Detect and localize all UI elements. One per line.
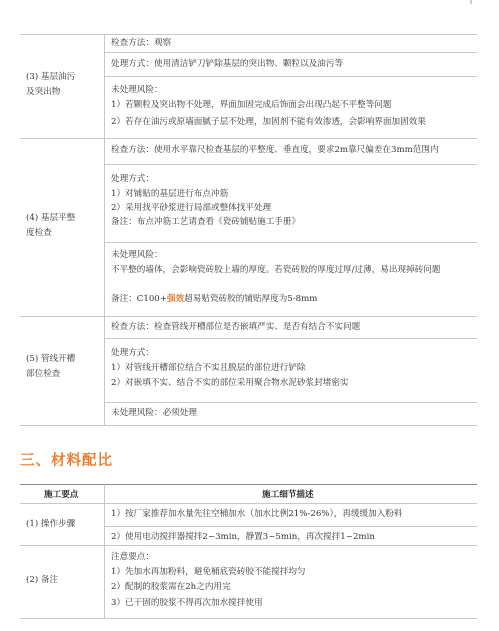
row-label: (1) 操作步骤 (26, 519, 76, 529)
table-divider (104, 76, 477, 77)
table-divider (104, 402, 477, 403)
table-divider (104, 164, 477, 165)
detail-item: 2）使用电动搅拌器搅拌2~3min，静置3~5min，再次搅拌1~2min (111, 532, 375, 542)
table-divider (104, 526, 477, 527)
row-label-line: 度检查 (26, 228, 52, 238)
row-label-line: (5) 管线开槽 (26, 354, 76, 364)
row-label (26, 70, 75, 100)
column-divider (104, 34, 105, 425)
table-divider (104, 242, 477, 243)
column-divider (104, 484, 105, 618)
top-scroll-indicator (470, 0, 472, 4)
risk-note-suffix: 超易贴瓷砖胶的铺贴厚度为5-8mm (184, 294, 318, 304)
row-label (26, 211, 75, 241)
risk-item: 1）若颗粒及突出物不处理，界面加固完成后饰面会出现凸起不平整等问题 (111, 100, 392, 110)
row-label-line: (4) 基层平整 (26, 213, 76, 223)
row-label-line: 部位检查 (26, 369, 61, 379)
risk-note (111, 292, 317, 306)
table-divider (20, 545, 477, 546)
risk-title: 未处理风险： (111, 250, 163, 260)
process-item: 2）对嵌填不实、结合不实的部位采用聚合物水泥砂浆封堵密实 (111, 378, 349, 388)
detail-item: 3）已干固的胶浆不得再次加水搅拌使用 (111, 598, 263, 608)
table-border-bottom (20, 618, 477, 619)
detail-item: 1）按厂家推荐加水量先往空桶加水（加水比例21%-26%），再缓缓加入粉料 (111, 509, 403, 519)
table-border-top (20, 484, 477, 485)
table-border-bottom (20, 425, 477, 426)
risk-note-highlight: 强效 (166, 294, 185, 304)
detail-item: 1）先加水再加粉料，避免桶底瓷砖胶不能搅拌均匀 (111, 567, 306, 577)
process-title: 处理方式： (111, 174, 154, 184)
row-label: (2) 备注 (26, 575, 59, 585)
risk-text: 未处理风险：必须处理 (111, 408, 197, 418)
process-title: 处理方式： (111, 348, 154, 358)
risk-item: 2）若存在油污或原墙面腻子层不处理，加固剂不能有效渗透，会影响界面加固效果 (111, 117, 426, 127)
section-title: 三、材料配比 (20, 453, 113, 469)
table-divider (104, 52, 477, 53)
table-divider (104, 338, 477, 339)
table-header-divider (20, 503, 477, 504)
check-method: 检查方法：观察 (111, 38, 172, 48)
process-item: 1）对管线开槽部位结合不实且脱层的部位进行铲除 (111, 363, 306, 373)
risk-note-prefix: 备注：C100+ (111, 294, 167, 304)
process-item: 2）采用找平砂浆进行局部或整体找平处理 (111, 203, 272, 213)
row-label-line: 及突出物 (26, 87, 61, 97)
check-method: 检查方法：使用水平靠尺检查基层的平整度、垂直度，要求2m靠尺偏差在3mm范围内 (111, 145, 439, 155)
check-method: 检查方法：检查管线开槽部位是否嵌填严实、是否有结合不实问题 (111, 322, 361, 332)
table-divider (20, 316, 477, 317)
detail-item: 2）配制的胶浆需在2h之内用完 (111, 582, 231, 592)
table-divider (20, 138, 477, 139)
table-border-top (20, 34, 477, 35)
row-label-line: (3) 基层油污 (26, 72, 76, 82)
row-label (26, 352, 75, 382)
risk-title: 未处理风险： (111, 85, 163, 95)
process-item: 1）对铺贴的基层进行布点冲筋 (111, 189, 229, 199)
detail-title: 注意要点： (111, 552, 154, 562)
process-method: 处理方式：使用清洁铲刀铲除基层的突出物、颗粒以及油污等 (111, 59, 344, 69)
risk-text: 不平整的墙体，会影响瓷砖胶上墙的厚度。若瓷砖胶的厚度过厚/过薄，易出现掉砖问题 (111, 265, 441, 275)
header-details: 施工细节描述 (262, 490, 314, 500)
header-key-points: 施工要点 (44, 490, 79, 500)
process-note: 备注：布点冲筋工艺请查看《瓷砖铺贴施工手册》 (111, 217, 301, 227)
